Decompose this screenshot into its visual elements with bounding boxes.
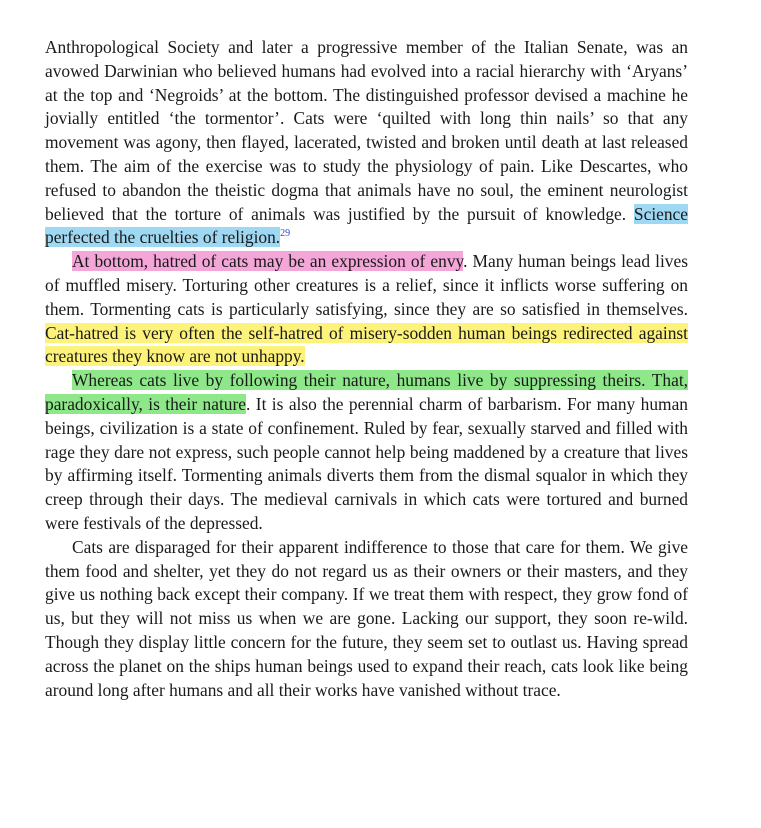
paragraph-2	[45, 250, 688, 369]
highlight-yellow-cat-hatred[interactable]: Cat-hatred is very often the self-hatred of misery-sodden human beings redirected against creatures they know are not unhappy.	[45, 322, 688, 367]
paragraph-4-text: Cats are disparaged for their apparent indifference to those that care for them. We give them food and shelter, yet they do not regard us as their owners or their masters, and they give us nothing back except their company. If we treat them with respect, they grow fond of us, but they will not miss us when we are gone. Lacking our support, they soon re-wild. Though they display little concern for the future, they seem set to outlast us. Having spread across the planet on the ships human beings used to expand their reach, cats look like being around long after humans and all their works have vanished without trace.	[45, 536, 688, 700]
highlight-green-nature[interactable]: Whereas cats live by following their nature, humans live by suppressing theirs. That, paradoxically, is their nature	[45, 370, 688, 414]
paragraph-3-text: . It is also the perennial charm of barbarism. For many human beings, civilization is a state of confinement. Ruled by fear, sexually starved and filled with rage they dare not express, such people cannot help being maddened by a creature that lives by affirming itself. Tormenting animals diverts them from the dismal squalor in which they creep through their days. The medieval carnivals in which cats were tortured and burned were festivals of the depressed.	[45, 393, 688, 533]
paragraph-1-text: Anthropological Society and later a progressive member of the Italian Senate, was an avowed Darwinian who believed humans had evolved into a racial hierarchy with ‘Aryans’ at the top and ‘Negroids’ at the bottom. The distinguished professor devised a machine he jovially entitled ‘the tormentor’. Cats were ‘quilted with long thin nails’ so that any movement was agony, then flayed, lacerated, twisted and broken until death at last released them. The aim of the exercise was to study the physiology of pain. Like Descartes, who refused to abandon the theistic dogma that animals have no soul, the eminent neurologist believed that the torture of animals was justified by the pursuit of knowledge.	[45, 37, 688, 224]
footnote-reference[interactable]: 29	[280, 228, 291, 240]
paragraph-3	[45, 369, 688, 536]
highlight-pink-envy[interactable]: At bottom, hatred of cats may be an expression of envy	[72, 251, 464, 272]
paragraph-2-text: . Many human beings lead lives of muffled misery. Torturing other creatures is a relief, since it inflicts worse suffering on them. Tormenting cats is particularly satisfying, since they are so satisfied in themselves.	[45, 251, 688, 319]
document-page	[45, 36, 688, 702]
paragraph-4	[45, 536, 688, 703]
highlight-blue-science[interactable]: Science perfected the cruelties of religion.	[45, 203, 688, 248]
paragraph-1	[45, 36, 688, 250]
